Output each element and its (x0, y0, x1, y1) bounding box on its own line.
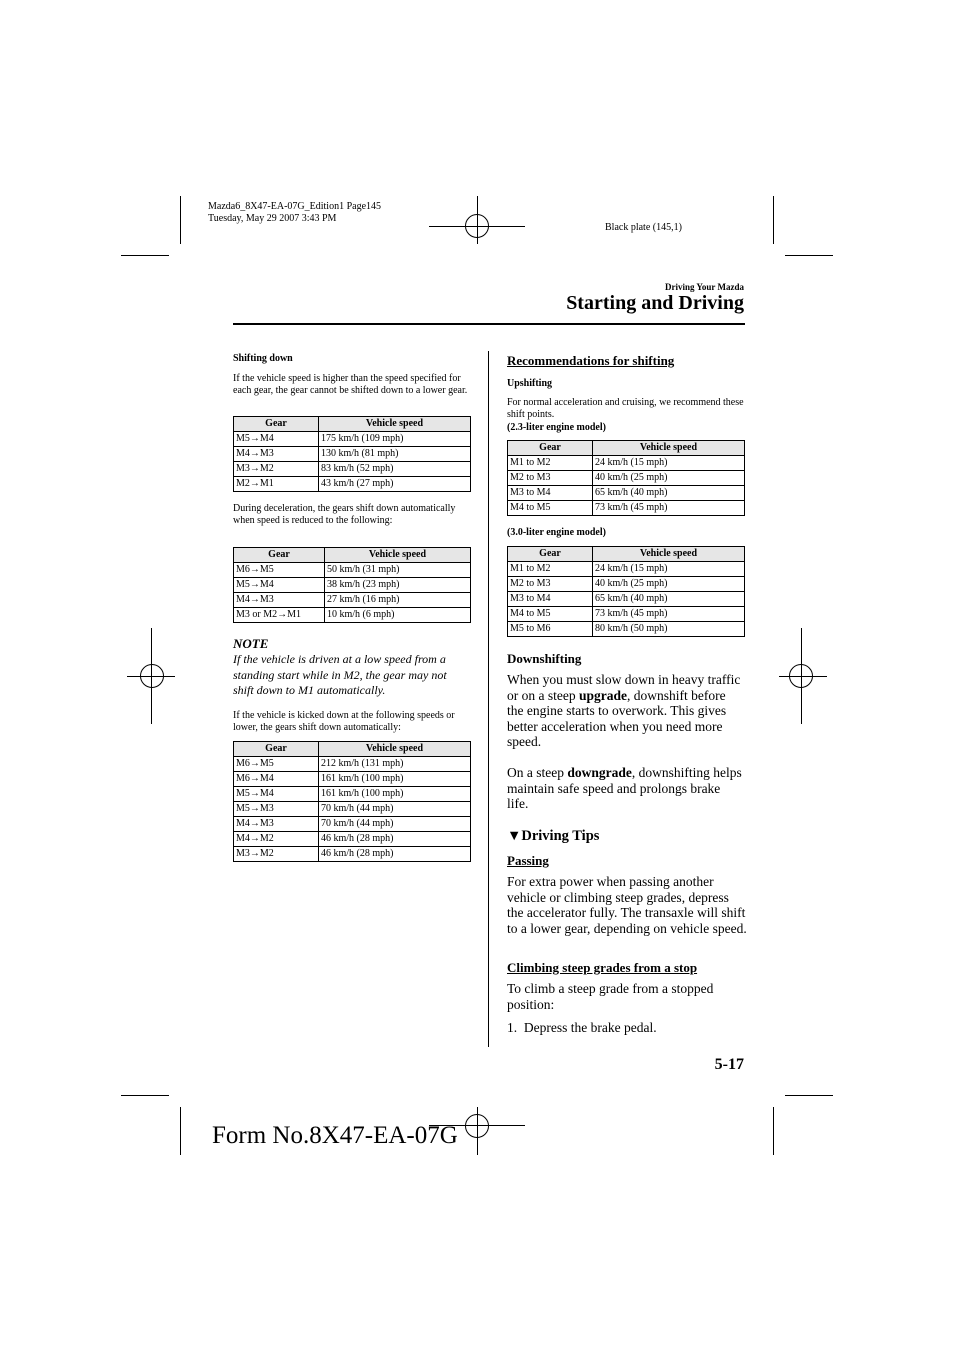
shift-down-limit-table (233, 416, 471, 492)
column-header: Gear (234, 548, 325, 563)
table-cell: M6→M5 (234, 757, 319, 772)
table-cell: M3 or M2→M1 (234, 608, 325, 623)
shifting-down-heading: Shifting down (233, 353, 293, 364)
column-header: Vehicle speed (593, 547, 745, 562)
table-row (234, 817, 471, 832)
table-cell: 43 km/h (27 mph) (319, 477, 471, 492)
page-number: 5-17 (714, 1056, 744, 1073)
table-cell: M4 to M5 (508, 501, 593, 516)
column-header: Vehicle speed (325, 548, 471, 563)
table-cell: 65 km/h (40 mph) (593, 486, 745, 501)
column-header: Vehicle speed (319, 742, 471, 757)
deceleration-table (233, 547, 471, 623)
table-cell: 40 km/h (25 mph) (593, 471, 745, 486)
upshift-23-table (507, 440, 745, 516)
table-cell: 130 km/h (81 mph) (319, 447, 471, 462)
table-cell: M3 to M4 (508, 486, 593, 501)
table-row (234, 832, 471, 847)
table-row (234, 802, 471, 817)
emphasis-upgrade: upgrade (578, 687, 627, 703)
table-row (234, 847, 471, 862)
engine-30-label: (3.0-liter engine model) (507, 527, 606, 538)
downshifting-paragraph-1 (507, 672, 745, 750)
table-cell: M5 to M6 (508, 622, 593, 637)
table-row (508, 607, 745, 622)
table-cell: M5→M4 (234, 787, 319, 802)
table-cell: M4→M3 (234, 593, 325, 608)
column-header: Gear (234, 417, 319, 432)
table-cell: 24 km/h (15 mph) (593, 456, 745, 471)
emphasis-downgrade: downgrade (567, 765, 632, 780)
table-cell: M2→M1 (234, 477, 319, 492)
note-text: If the vehicle is driven at a low speed from a standing start while in M2, the gear may not shift down to M1 automatically. (233, 652, 447, 697)
passing-text: For extra power when passing another vehicle or climbing steep grades, depress the accelerator fully. The transaxle will shift to a lower gear, depending on vehicle speed. (507, 874, 747, 936)
table-cell: M2 to M3 (508, 577, 593, 592)
black-plate-label: Black plate (145,1) (605, 222, 682, 233)
table-cell: 175 km/h (109 mph) (319, 432, 471, 447)
table-row (508, 501, 745, 516)
table-cell: M3 to M4 (508, 592, 593, 607)
table-row (508, 456, 745, 471)
triangle-down-icon: ▼ (507, 828, 522, 844)
table-cell: M1 to M2 (508, 562, 593, 577)
table-cell: 73 km/h (45 mph) (593, 501, 745, 516)
table-row (508, 592, 745, 607)
text-run: When you must slow down in heavy traffic or on a steep (507, 672, 741, 703)
passing-heading: Passing (507, 853, 549, 868)
table-cell: M6→M5 (234, 563, 325, 578)
column-header: Vehicle speed (593, 441, 745, 456)
step-number: 1. (507, 1020, 518, 1035)
text-run: On a steep (507, 765, 568, 780)
driving-tips-label: Driving Tips (521, 828, 600, 844)
section-label: Driving Your Mazda (664, 282, 744, 292)
table-cell: M5→M4 (234, 578, 325, 593)
table-cell: 161 km/h (100 mph) (319, 772, 471, 787)
table-row (508, 622, 745, 637)
kickdown-text: If the vehicle is kicked down at the following speeds or lower, the gears shift down automatically: (233, 710, 455, 733)
table-cell: M6→M4 (234, 772, 319, 787)
column-header: Gear (508, 441, 593, 456)
table-row (508, 471, 745, 486)
table-cell: 40 km/h (25 mph) (593, 577, 745, 592)
table-row (234, 447, 471, 462)
table-row (508, 562, 745, 577)
downshifting-paragraph-2 (507, 765, 745, 812)
table-row (234, 757, 471, 772)
driving-tips-heading (507, 828, 599, 845)
text-run: , downshift before the engine starts to overwork. This gives better acceleration when you need more speed. (507, 687, 727, 750)
table-row (234, 477, 471, 492)
column-header: Vehicle speed (319, 417, 471, 432)
table-cell: M1 to M2 (508, 456, 593, 471)
table-cell: M4→M3 (234, 447, 319, 462)
downshifting-heading: Downshifting (507, 651, 582, 666)
table-cell: 212 km/h (131 mph) (319, 757, 471, 772)
deceleration-text: During deceleration, the gears shift down automatically when speed is reduced to the following: (233, 503, 456, 526)
column-header: Gear (508, 547, 593, 562)
table-row (234, 462, 471, 477)
text-run: , downshifting helps maintain safe speed and prolongs brake life. (507, 765, 742, 812)
table-cell: M3→M2 (234, 847, 319, 862)
print-date-line: Tuesday, May 29 2007 3:43 PM (208, 213, 337, 224)
table-cell: 46 km/h (28 mph) (319, 847, 471, 862)
table-cell: 27 km/h (16 mph) (325, 593, 471, 608)
table-row (234, 432, 471, 447)
table-cell: M5→M4 (234, 432, 319, 447)
table-cell: M3→M2 (234, 462, 319, 477)
table-row (234, 608, 471, 623)
kickdown-table (233, 741, 471, 862)
table-row (508, 486, 745, 501)
table-row (234, 578, 471, 593)
table-cell: M2 to M3 (508, 471, 593, 486)
climbing-text: To climb a steep grade from a stopped position: (507, 981, 714, 1012)
page-title: Starting and Driving (566, 292, 744, 314)
table-cell: 83 km/h (52 mph) (319, 462, 471, 477)
column-divider (488, 351, 489, 1047)
table-cell: M5→M3 (234, 802, 319, 817)
table-cell: M4 to M5 (508, 607, 593, 622)
upshift-30-table (507, 546, 745, 637)
note-heading: NOTE (233, 636, 269, 651)
upshifting-heading: Upshifting (507, 378, 553, 389)
engine-23-label: (2.3-liter engine model) (507, 422, 606, 433)
table-row (234, 593, 471, 608)
table-cell: 70 km/h (44 mph) (319, 817, 471, 832)
upshifting-text: For normal acceleration and cruising, we recommend these shift points. (507, 397, 744, 420)
climbing-heading: Climbing steep grades from a stop (507, 960, 698, 975)
form-number: Form No.8X47-EA-07G (212, 1122, 458, 1149)
table-row (234, 563, 471, 578)
recommendations-heading: Recommendations for shifting (507, 353, 675, 368)
step-text: Depress the brake pedal. (523, 1020, 657, 1035)
shifting-down-text: If the vehicle speed is higher than the speed specified for each gear, the gear cannot be shifted down to a lower gear. (233, 373, 468, 396)
table-row (508, 577, 745, 592)
table-cell: 24 km/h (15 mph) (593, 562, 745, 577)
table-cell: 70 km/h (44 mph) (319, 802, 471, 817)
column-header: Gear (234, 742, 319, 757)
table-cell: 38 km/h (23 mph) (325, 578, 471, 593)
table-cell: 161 km/h (100 mph) (319, 787, 471, 802)
table-cell: 50 km/h (31 mph) (325, 563, 471, 578)
table-cell: 65 km/h (40 mph) (593, 592, 745, 607)
table-cell: 80 km/h (50 mph) (593, 622, 745, 637)
table-cell: M4→M2 (234, 832, 319, 847)
table-row (234, 787, 471, 802)
step-1 (507, 1020, 657, 1036)
table-cell: M4→M3 (234, 817, 319, 832)
print-file-info (208, 201, 381, 225)
print-file-line: Mazda6_8X47-EA-07G_Edition1 Page145 (208, 201, 382, 212)
table-cell: 10 km/h (6 mph) (325, 608, 471, 623)
table-cell: 73 km/h (45 mph) (593, 607, 745, 622)
table-row (234, 772, 471, 787)
header-rule (233, 323, 745, 325)
table-cell: 46 km/h (28 mph) (319, 832, 471, 847)
